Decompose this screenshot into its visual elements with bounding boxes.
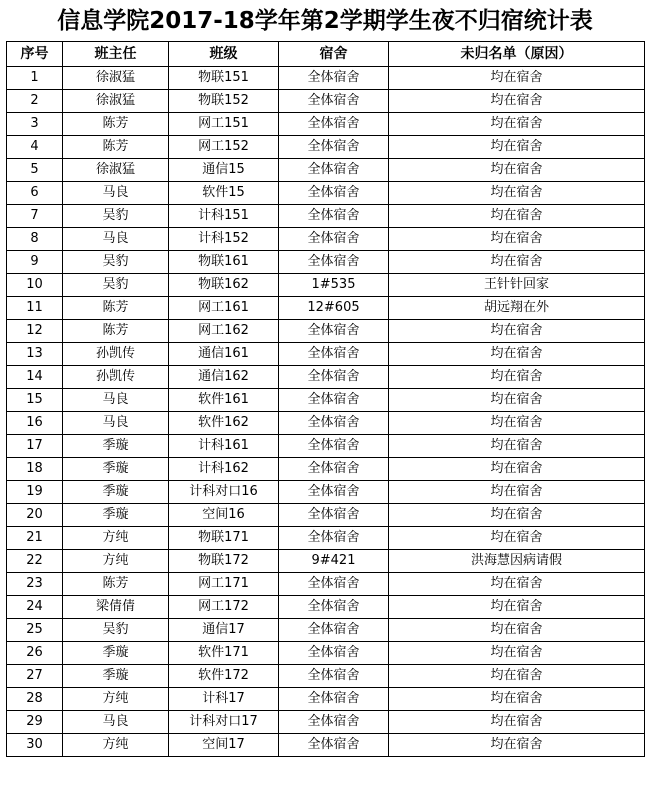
cell-class: 软件171 [169, 642, 279, 665]
cell-dorm: 全体宿舍 [279, 389, 389, 412]
cell-absent-list: 王针针回家 [389, 274, 645, 297]
cell-teacher: 梁倩倩 [63, 596, 169, 619]
cell-class: 物联161 [169, 251, 279, 274]
table-row [7, 113, 645, 136]
cell-absent-list: 均在宿舍 [389, 205, 645, 228]
table-row [7, 642, 645, 665]
cell-dorm: 全体宿舍 [279, 573, 389, 596]
cell-teacher: 季璇 [63, 504, 169, 527]
cell-teacher: 陈芳 [63, 113, 169, 136]
cell-absent-list: 均在宿舍 [389, 527, 645, 550]
cell-teacher: 徐淑猛 [63, 67, 169, 90]
cell-dorm: 全体宿舍 [279, 90, 389, 113]
cell-class: 软件161 [169, 389, 279, 412]
cell-dorm: 全体宿舍 [279, 711, 389, 734]
table-row [7, 389, 645, 412]
cell-class: 通信161 [169, 343, 279, 366]
table-row [7, 711, 645, 734]
cell-absent-list: 均在宿舍 [389, 619, 645, 642]
table-row [7, 136, 645, 159]
cell-dorm: 全体宿舍 [279, 343, 389, 366]
cell-teacher: 陈芳 [63, 320, 169, 343]
cell-dorm: 全体宿舍 [279, 481, 389, 504]
table-row [7, 67, 645, 90]
table-row [7, 251, 645, 274]
cell-absent-list: 胡远翔在外 [389, 297, 645, 320]
cell-dorm: 全体宿舍 [279, 596, 389, 619]
cell-absent-list: 均在宿舍 [389, 711, 645, 734]
cell-index: 1 [7, 67, 63, 90]
cell-class: 计科162 [169, 458, 279, 481]
cell-absent-list: 均在宿舍 [389, 665, 645, 688]
table-row [7, 228, 645, 251]
page-title: 信息学院2017-18学年第2学期学生夜不归宿统计表 [57, 8, 593, 34]
cell-class: 物联151 [169, 67, 279, 90]
cell-teacher: 陈芳 [63, 297, 169, 320]
cell-dorm: 全体宿舍 [279, 734, 389, 757]
cell-class: 物联152 [169, 90, 279, 113]
cell-absent-list: 均在宿舍 [389, 412, 645, 435]
cell-class: 计科17 [169, 688, 279, 711]
cell-teacher: 吴豹 [63, 251, 169, 274]
cell-class: 空间16 [169, 504, 279, 527]
cell-class: 物联172 [169, 550, 279, 573]
table-row [7, 458, 645, 481]
cell-teacher: 季璇 [63, 458, 169, 481]
cell-teacher: 吴豹 [63, 274, 169, 297]
table-row [7, 665, 645, 688]
cell-index: 27 [7, 665, 63, 688]
column-header-teacher: 班主任 [63, 42, 169, 67]
cell-index: 26 [7, 642, 63, 665]
cell-index: 28 [7, 688, 63, 711]
cell-index: 3 [7, 113, 63, 136]
cell-teacher: 季璇 [63, 481, 169, 504]
cell-dorm: 全体宿舍 [279, 665, 389, 688]
cell-absent-list: 均在宿舍 [389, 458, 645, 481]
cell-dorm: 全体宿舍 [279, 136, 389, 159]
cell-index: 12 [7, 320, 63, 343]
cell-dorm: 全体宿舍 [279, 504, 389, 527]
cell-absent-list: 均在宿舍 [389, 573, 645, 596]
table-row [7, 90, 645, 113]
cell-class: 通信17 [169, 619, 279, 642]
cell-dorm: 全体宿舍 [279, 228, 389, 251]
cell-class: 计科151 [169, 205, 279, 228]
cell-absent-list: 均在宿舍 [389, 320, 645, 343]
cell-class: 网工162 [169, 320, 279, 343]
cell-absent-list: 均在宿舍 [389, 90, 645, 113]
cell-class: 物联162 [169, 274, 279, 297]
cell-index: 23 [7, 573, 63, 596]
cell-dorm: 全体宿舍 [279, 458, 389, 481]
cell-index: 14 [7, 366, 63, 389]
cell-index: 24 [7, 596, 63, 619]
table-row [7, 297, 645, 320]
table-row [7, 573, 645, 596]
cell-absent-list: 均在宿舍 [389, 389, 645, 412]
cell-absent-list: 均在宿舍 [389, 435, 645, 458]
table-row [7, 734, 645, 757]
cell-index: 16 [7, 412, 63, 435]
cell-index: 15 [7, 389, 63, 412]
cell-index: 13 [7, 343, 63, 366]
cell-teacher: 季璇 [63, 642, 169, 665]
cell-class: 计科对口17 [169, 711, 279, 734]
cell-class: 计科对口16 [169, 481, 279, 504]
cell-teacher: 马良 [63, 228, 169, 251]
cell-teacher: 徐淑猛 [63, 90, 169, 113]
cell-index: 2 [7, 90, 63, 113]
cell-index: 25 [7, 619, 63, 642]
table-row [7, 412, 645, 435]
cell-class: 通信15 [169, 159, 279, 182]
overnight-absence-table [6, 41, 645, 757]
cell-absent-list: 均在宿舍 [389, 366, 645, 389]
cell-index: 4 [7, 136, 63, 159]
cell-index: 10 [7, 274, 63, 297]
cell-teacher: 方纯 [63, 688, 169, 711]
table-row [7, 274, 645, 297]
cell-index: 9 [7, 251, 63, 274]
table-row [7, 688, 645, 711]
cell-class: 网工172 [169, 596, 279, 619]
cell-dorm: 全体宿舍 [279, 182, 389, 205]
cell-index: 8 [7, 228, 63, 251]
table-header [7, 42, 645, 67]
cell-dorm: 全体宿舍 [279, 113, 389, 136]
table-row [7, 550, 645, 573]
table-row [7, 435, 645, 458]
cell-index: 6 [7, 182, 63, 205]
table-header-row [7, 42, 645, 67]
cell-absent-list: 均在宿舍 [389, 136, 645, 159]
cell-absent-list: 均在宿舍 [389, 688, 645, 711]
cell-teacher: 方纯 [63, 550, 169, 573]
cell-dorm: 全体宿舍 [279, 67, 389, 90]
cell-teacher: 马良 [63, 711, 169, 734]
cell-teacher: 马良 [63, 412, 169, 435]
cell-absent-list: 均在宿舍 [389, 734, 645, 757]
cell-teacher: 季璇 [63, 665, 169, 688]
table-row [7, 527, 645, 550]
cell-index: 21 [7, 527, 63, 550]
table-row [7, 481, 645, 504]
cell-index: 29 [7, 711, 63, 734]
cell-absent-list: 均在宿舍 [389, 504, 645, 527]
column-header-index: 序号 [7, 42, 63, 67]
table-row [7, 182, 645, 205]
table-row [7, 343, 645, 366]
cell-class: 网工171 [169, 573, 279, 596]
cell-dorm: 12#605 [279, 297, 389, 320]
cell-class: 计科152 [169, 228, 279, 251]
column-header-dorm: 宿舍 [279, 42, 389, 67]
cell-dorm: 全体宿舍 [279, 412, 389, 435]
cell-index: 5 [7, 159, 63, 182]
cell-index: 18 [7, 458, 63, 481]
table-row [7, 504, 645, 527]
cell-class: 软件162 [169, 412, 279, 435]
cell-absent-list: 均在宿舍 [389, 596, 645, 619]
table-row [7, 159, 645, 182]
cell-teacher: 马良 [63, 182, 169, 205]
cell-class: 通信162 [169, 366, 279, 389]
cell-dorm: 全体宿舍 [279, 205, 389, 228]
cell-index: 17 [7, 435, 63, 458]
cell-dorm: 全体宿舍 [279, 251, 389, 274]
cell-dorm: 全体宿舍 [279, 159, 389, 182]
column-header-class: 班级 [169, 42, 279, 67]
cell-teacher: 季璇 [63, 435, 169, 458]
cell-dorm: 全体宿舍 [279, 320, 389, 343]
cell-index: 22 [7, 550, 63, 573]
cell-class: 网工152 [169, 136, 279, 159]
column-header-absent-list: 未归名单（原因） [389, 42, 645, 67]
cell-class: 软件172 [169, 665, 279, 688]
cell-absent-list: 均在宿舍 [389, 228, 645, 251]
cell-absent-list: 均在宿舍 [389, 343, 645, 366]
cell-index: 19 [7, 481, 63, 504]
cell-teacher: 吴豹 [63, 619, 169, 642]
cell-index: 30 [7, 734, 63, 757]
table-row [7, 366, 645, 389]
cell-teacher: 孙凯传 [63, 343, 169, 366]
cell-dorm: 全体宿舍 [279, 688, 389, 711]
cell-teacher: 陈芳 [63, 136, 169, 159]
cell-class: 网工151 [169, 113, 279, 136]
cell-dorm: 全体宿舍 [279, 527, 389, 550]
cell-absent-list: 均在宿舍 [389, 251, 645, 274]
cell-absent-list: 均在宿舍 [389, 67, 645, 90]
cell-dorm: 1#535 [279, 274, 389, 297]
cell-dorm: 9#421 [279, 550, 389, 573]
cell-index: 20 [7, 504, 63, 527]
table-row [7, 596, 645, 619]
cell-class: 软件15 [169, 182, 279, 205]
table-row [7, 205, 645, 228]
cell-absent-list: 均在宿舍 [389, 182, 645, 205]
table-row [7, 619, 645, 642]
cell-index: 11 [7, 297, 63, 320]
table-body [7, 67, 645, 757]
cell-absent-list: 洪海慧因病请假 [389, 550, 645, 573]
cell-class: 空间17 [169, 734, 279, 757]
cell-dorm: 全体宿舍 [279, 619, 389, 642]
cell-teacher: 徐淑猛 [63, 159, 169, 182]
cell-dorm: 全体宿舍 [279, 366, 389, 389]
cell-class: 计科161 [169, 435, 279, 458]
cell-absent-list: 均在宿舍 [389, 113, 645, 136]
table-row [7, 320, 645, 343]
cell-class: 物联171 [169, 527, 279, 550]
cell-dorm: 全体宿舍 [279, 435, 389, 458]
cell-teacher: 方纯 [63, 527, 169, 550]
cell-teacher: 吴豹 [63, 205, 169, 228]
cell-index: 7 [7, 205, 63, 228]
cell-absent-list: 均在宿舍 [389, 642, 645, 665]
cell-teacher: 方纯 [63, 734, 169, 757]
cell-teacher: 孙凯传 [63, 366, 169, 389]
cell-teacher: 陈芳 [63, 573, 169, 596]
cell-teacher: 马良 [63, 389, 169, 412]
cell-dorm: 全体宿舍 [279, 642, 389, 665]
cell-class: 网工161 [169, 297, 279, 320]
cell-absent-list: 均在宿舍 [389, 481, 645, 504]
cell-absent-list: 均在宿舍 [389, 159, 645, 182]
